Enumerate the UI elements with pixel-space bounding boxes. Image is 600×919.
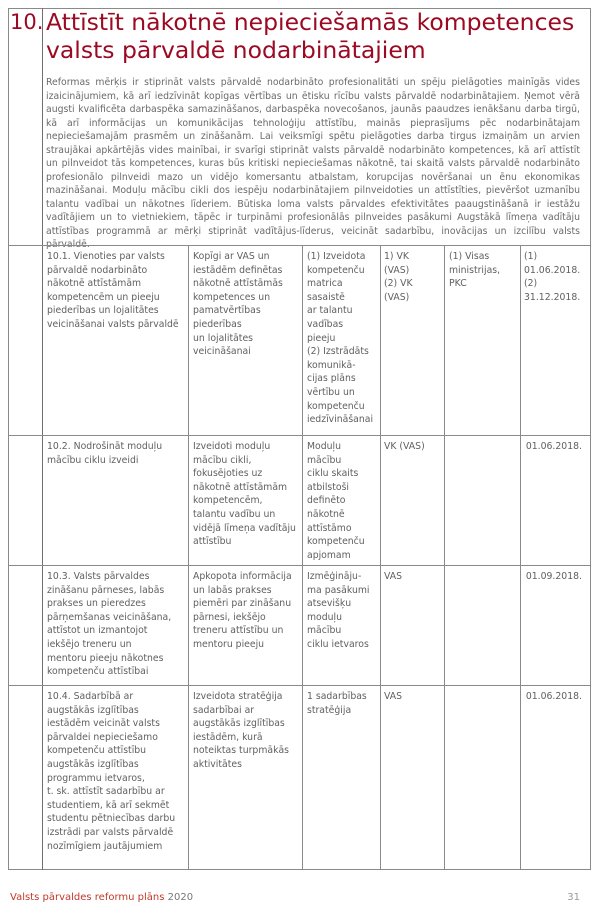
result-cell: Izveidoti moduļu mācību cikli, fokusējoties uz nākotnē attīstāmām kompetencēm, talantu vadību un vidējā līmeņa vadītāju attīstību <box>193 441 296 548</box>
column-divider <box>444 245 445 870</box>
section-number: 10. <box>10 10 44 34</box>
column-divider <box>380 245 381 870</box>
row-divider <box>8 685 591 686</box>
responsible-cell: VAS <box>384 691 403 702</box>
deadline-cell: 01.06.2018. <box>525 691 582 702</box>
page-number: 31 <box>567 892 580 903</box>
indicator-cell: Izmēģināju- ma pasākumi atsevišķu moduļu mācību ciklu ietvaros <box>307 571 370 650</box>
responsible-cell: 1) VK (VAS) (2) VK (VAS) <box>384 251 413 303</box>
deadline-cell: (1) 01.06.2018. (2) 31.12.2018. <box>524 251 581 303</box>
indicator-cell: Moduļu mācību ciklu skaits atbilstoši definēto nākotnē attīstāmo kompetenču apjomam <box>307 441 365 561</box>
deadline-cell: 01.09.2018. <box>525 571 582 582</box>
task-cell: 10.4. Sadarbībā ar augstākās izglītības iestādēm veicināt valsts pārvaldei nepieciešamo kompetenču attīstību augstākās izglītības programmu ietvaros, t. sk. attīstīt sadarbību ar studentiem, kā arī sekmēt studentu pētniecības darbu izstrādi par valsts pārvaldē nozīmīgiem jautājumiem <box>47 691 176 852</box>
column-divider <box>42 8 43 870</box>
deadline-cell: 01.06.2018. <box>525 441 582 452</box>
task-cell: 10.1. Vienoties par valsts pārvaldē nodarbināto nākotnē attīstāmām kompetencēm un pieeju piederības un lojalitātes veicināšanai valsts pārvaldē <box>47 251 179 330</box>
footer-title <box>10 892 193 903</box>
footer-doc-title: Valsts pārvaldes reformu plāns <box>10 892 165 903</box>
footer-year: 2020 <box>167 892 194 903</box>
responsible-cell: VAS <box>384 571 403 582</box>
column-divider <box>302 245 303 870</box>
column-divider <box>188 245 189 870</box>
involved-cell: (1) Visas ministrijas, PKC <box>449 251 501 290</box>
section-intro: Reformas mērķis ir stiprināt valsts pārvaldē nodarbināto profesionalitāti un spēju pielāgoties mainīgās vides izaicinājumiem, kā arī iedzīvināt kopīgas vērtības un ētisku rīcību valsts pārvaldē nodarbinātajiem. Ņemot vērā augsti kvalificēta darbaspēka samazināšanos, darbaspēka novecošanos, jaunās paaudzes ienākšanu darba tirgū, kā arī informācijas un komunikācijas tehnoloģiju attīstību, mainās pieprasījums pēc nodarbinātajam nepieciešamajām prasmēm un zināšanām. Lai veiksmīgi spētu pielāgoties darba tirgus izmaiņām un arvien straujākai apkārtējās vides mainībai, ir svarīgi stiprināt valsts pārvaldē nodarbināto kompetences, kā arī attīstīt un pilnveidot tās kompetences, kuras būs kritiski nepieciešamas nākotnē, tai skaitā valsts pārvaldē nodarbināto profesionālo pilnveidi mazo un vidējo komersantu atbalstam, korupcijas novēršanai un ēnu ekonomikas mazināšanai. Moduļu mācību cikli dos iespēju nodarbinātajiem pilnveidoties un attīstīties, pievēršot uzmanību talantu vadībai un nākotnes līderiem. Būtiska loma valsts pārvaldes efektivitātes paaugstināšanā ir iestāžu vadītājiem un to vietniekiem, tāpēc ir turpināmi profesionālās pilnveides pasākumi Augstākā līmeņa vadītāju attīstības programmā ar mērķi stiprināt vadītājus-līderus, veicināt sadarbību, inovācijas un izcilību valsts <box>46 77 580 237</box>
indicator-cell: (1) Izveidota kompetenču matrica sasaistē ar talantu vadības pieeju (2) Izstrādāts komunikā- cijas plāns vērtību un kompetenču iedzīvināšanai <box>307 251 374 426</box>
row-divider <box>8 245 591 246</box>
section-title: Attīstīt nākotnē nepieciešamās kompetences valsts pārvaldē nodarbinātajiem <box>46 8 575 64</box>
indicator-cell: 1 sadarbības stratēģija <box>307 691 367 716</box>
task-cell: 10.2. Nodrošināt moduļu mācību ciklu izveidi <box>47 441 163 466</box>
task-cell: 10.3. Valsts pārvaldes zināšanu pārneses, labās prakses un pieredzes pārņemšanas veicināšana, attīstot un izmantojot iekšējo treneru un mentoru pieeju nākotnes kompetenču attīstībai <box>47 571 172 678</box>
row-divider <box>8 435 591 436</box>
responsible-cell: VK (VAS) <box>384 441 425 452</box>
row-divider <box>8 565 591 566</box>
result-cell: Izveidota stratēģija sadarbībai ar augstākās izglītības iestādēm, kurā noteiktas turpmākās aktivitātes <box>193 691 289 770</box>
result-cell: Kopīgi ar VAS un iestādēm definētas nākotnē attīstāmās kompetences un pamatvērtības piederības un lojalitātes veicināšanai <box>193 251 283 358</box>
result-cell: Apkopota informācija un labās prakses piemēri par zināšanu pārnesi, iekšējo treneru attīstību un mentoru pieeju <box>193 571 292 650</box>
column-divider <box>520 245 521 870</box>
